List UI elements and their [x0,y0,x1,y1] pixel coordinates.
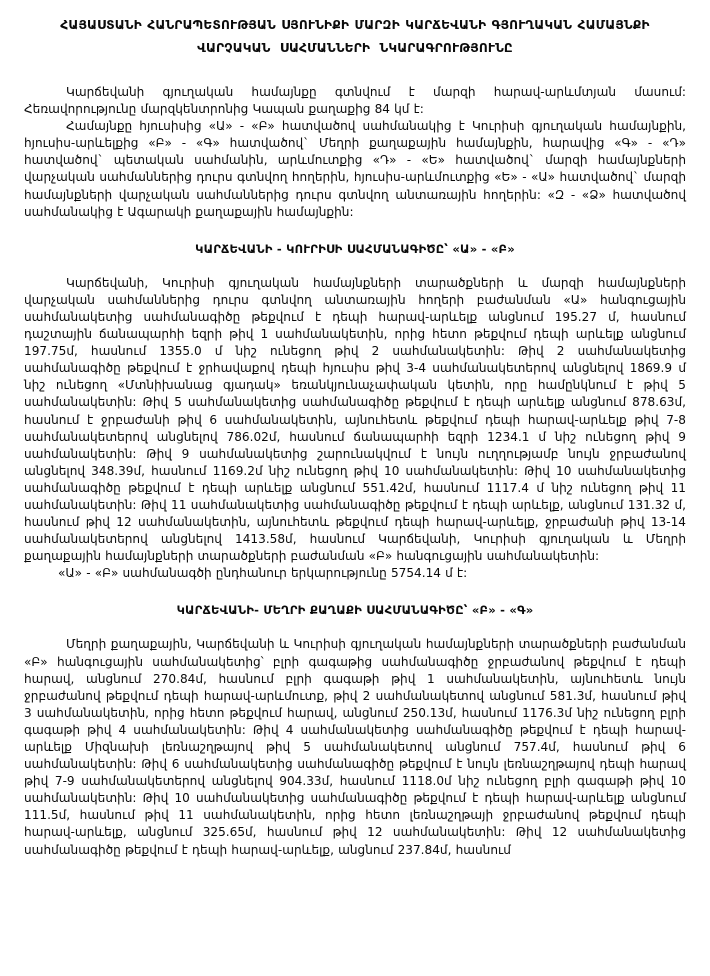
section-heading-b-g: ԿԱՐՃԵՎԱՆԻ- ՄԵՂՐԻ ՔԱՂԱՔԻ ՍԱՀՄԱՆԱԳԻԾԸ՝ «Բ» - «Գ» [176,603,534,618]
title-line-2: ՎԱՐՉԱԿԱՆ ՍԱՀՄԱՆՆԵՐԻ ՆԿԱՐԱԳՐՈՒԹՅՈՒՆԸ [197,41,513,55]
page-title [24,14,686,60]
intro-paragraph-2: Համայնքը հյուսիսից «Ա» - «Բ» հատվածով սահմանակից է Կուրիսի գյուղական համայնքին, հյուսիս-արևելքից «Բ» - «Գ» հատվածով` Մեղրի քաղաքային համայնքին, հարավից «Գ» - «Դ» հատվածով` պետական սահմանին, արևմուտքից «Դ» - «Ե» հատվածով` մարզի համայնքների վարչական սահմաններից դուրս գտնվող հողերին, հյուսիս-արևմուտքից «Ե» - «Ա» հատվածով` մարզի համայնքների վարչական սահմաններից դուրս գտնվող անտառային հողերին: «Զ - «Ձ» հատվածով սահմանակից է Ագարակի քաղաքային համայնքին: [24,119,686,219]
section-a-b-total-length: «Ա» - «Բ» սահմանագծի ընդհանուր երկարությունը 5754.14 մ է: [58,566,468,581]
section-a-b-paragraph-1: Կարճեվանի, Կուրիսի գյուղական համայնքների տարածքների և մարզի համայնքների վարչական սահմաններից դուրս գտնվող անտառային հողերի բաժանման «Ա» հանգուցային սահմանակետից սահմանագիծը թեքվում է դեպի հարավ-արևելք անցնում 195.27 մ, հասնում դաշտային ճանապարհի եզրի թիվ 1 սահմանակետին, որից հետո թեքվում դեպի արևելք անցնում 197.75մ, հասնում 1355.0 մ նիշ ունեցող թիվ 2 սահմանակետին: Թիվ 2 սահմանակետից սահմանագիծը թեքվում է ջրհավաքով դեպի հյուսիս թիվ 3-4 սահմանակետերով անցնելով 1869.9 մ նիշ ունեցող «Մտնիխանաց գյադակ» եռանկյունաչափական կետին, որը համընկնում է թիվ 5 սահմանակետին: Թիվ 5 սահմանակետից սահմանագիծը թեքվում է դեպի արևելք անցնում 878.63մ, հասնում է ջրբաժանի թիվ 6 սահմանակետին, այնուհետև թեքվում դեպի հարավ-արևելք թիվ 7-8 սահմանակետերով անցնելով 786.02մ, հասնում ճանապարհի եզրի 1234.1 մ նիշ ունեցող թիվ 9 սահմանակետին: Թիվ 9 սահմանակետից շարունակվում է նույն ուղղությամբ նույն ջրբաժանով անցնելով 348.39մ, հասնում 1169.2մ նիշ ունեցող թիվ 10 սահմանակետին: Թիվ 10 սահմանակետից սահմանագիծը թեքվում է դեպի արևելք անցնում 551.42մ, հասնում 1117.4 մ նիշ ունեցող թիվ 11 սահմանակետին: Թիվ 11 սահմանակետից սահմանագիծը թեքվում է դեպի արևելք, անցնում 131.32 մ, հասնում թիվ 12 սահմանակետին, այնուհետև թեքվում դեպի հարավ-արևելք, ջրբաժանի թիվ 13-14 սահմանակետերով անցնելով 1413.58մ, հասնում Կարճեվանի, Կուրիսի գյուղական և Մեղրի քաղաքային համայնքների տարածքների բաժանման «Բ» հանգուցային սահմանակետին: [24,275,686,564]
section-heading-a-b: ԿԱՐՃԵՎԱՆԻ - ԿՈՒՐԻՍԻ ՍԱՀՄԱՆԱԳԻԾԸ՝ «Ա» - «Բ» [195,241,515,256]
intro-paragraph-1: Կարճեվանի գյուղական համայնքը գտնվում է մարզի հարավ-արևմտյան մասում: Հեռավորությունը մարզկենտրոնից Կապան քաղաքից 84 կմ է: [24,85,686,117]
section-b-g-paragraph-1: Մեղրի քաղաքային, Կարճեվանի և Կուրիսի գյուղական համայնքների տարածքների բաժանման «Բ» հանգուցային սահմանակետից՝ բլրի գագաթից սահմանագիծը ջրբաժանով թեքվում է դեպի հարավ, անցնում 270.84մ, հասնում բլրի գագաթի թիվ 1 սահմանակետին, այնուհետև նույն ջրբաժանով թեքվում դեպի հարավ-արևմուտք, թիվ 2 սահմանակետով անցնում 581.3մ, հասնում թիվ 3 սահմանակետին, որից հետո թեքվում հարավ, անցնում 250.13մ, հասնում 1176.3մ նիշ ունեցող բլրի գագաթի թիվ 4 սահմանակետին: Թիվ 4 սահմանակետից սահմանագիծը թեքվում է դեպի հարավ-արևելք Միզնախի լեռնաշղթայով թիվ 5 սահմանակետով անցնում 757.4մ, հասնում թիվ 6 սահմանակետին: Թիվ 6 սահմանակետից սահմանագիծը թեքվում է նույն լեռնաշղթայով դեպի հարավ թիվ 7-9 սահմանակետերով անցնելով 904.33մ, հասնում 1118.0մ նիշ ունեցող բլրի գագաթի թիվ 10 սահմանակետին: Թիվ 10 սահմանակետից սահմանագիծը թեքվում է դեպի հարավ-արևելք անցնում 111.5մ, հասնում թիվ 11 սահմանակետին, որից հետո լեռնաշղթայի ջրբաժանով թեքվում դեպի հարավ-արևելք, անցնում 325.65մ, հասնում թիվ 12 սահմանակետին: Թիվ 12 սահմանակետից սահմանագիծը թեքվում է դեպի հարավ-արևելք, անցնում 237.84մ, հասնում [24,637,686,857]
title-line-1: ՀԱՅԱՍՏԱՆԻ ՀԱՆՐԱՊԵՏՈՒԹՅԱՆ ՍՅՈՒՆԻՔԻ ՄԱՐԶԻ ԿԱՐՃԵՎԱՆԻ ԳՅՈՒՂԱԿԱՆ ՀԱՄԱՅՆՔԻ [60,18,650,32]
